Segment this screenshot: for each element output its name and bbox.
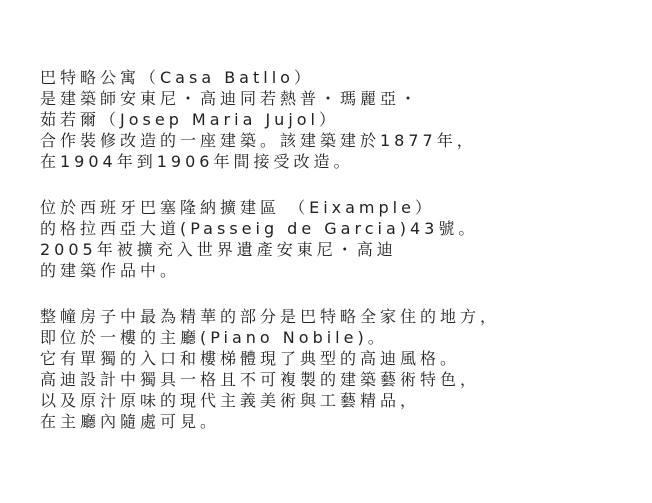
text-line: 它有單獨的入口和樓梯體現了典型的高迪風格。 bbox=[40, 349, 461, 368]
text-line: 的建築作品中。 bbox=[40, 261, 181, 280]
text-line: 合作裝修改造的一座建築。該建築建於1877年， bbox=[40, 131, 477, 150]
text-line: 的格拉西亞大道(Passeig de Garcia)43號。 bbox=[40, 219, 479, 238]
document-body bbox=[40, 67, 640, 457]
text-line: 在1904年到1906年間接受改造。 bbox=[40, 152, 354, 171]
text-line: 是建築師安東尼・高迪同若熱普・瑪麗亞・ bbox=[40, 89, 421, 108]
text-line: 2005年被擴充入世界遺產安東尼・高迪 bbox=[40, 240, 397, 259]
text-line: 位於西班牙巴塞隆納擴建區 （Eixample） bbox=[40, 198, 435, 217]
text-line: 在主廳內隨處可見。 bbox=[40, 412, 221, 431]
text-line: 即位於一樓的主廳(Piano Nobile)。 bbox=[40, 328, 388, 347]
paragraph-1 bbox=[40, 67, 640, 172]
text-line: 巴特略公寓（Casa Batllo） bbox=[40, 68, 314, 87]
paragraph-2 bbox=[40, 197, 640, 281]
text-line: 以及原汁原味的現代主義美術與工藝精品， bbox=[40, 391, 421, 410]
text-line: 茹若爾（Josep Maria Jujol） bbox=[40, 110, 339, 129]
text-line: 整幢房子中最為精華的部分是巴特略全家住的地方， bbox=[40, 307, 501, 326]
text-line: 高迪設計中獨具一格且不可複製的建築藝術特色， bbox=[40, 370, 481, 389]
paragraph-3 bbox=[40, 306, 640, 432]
